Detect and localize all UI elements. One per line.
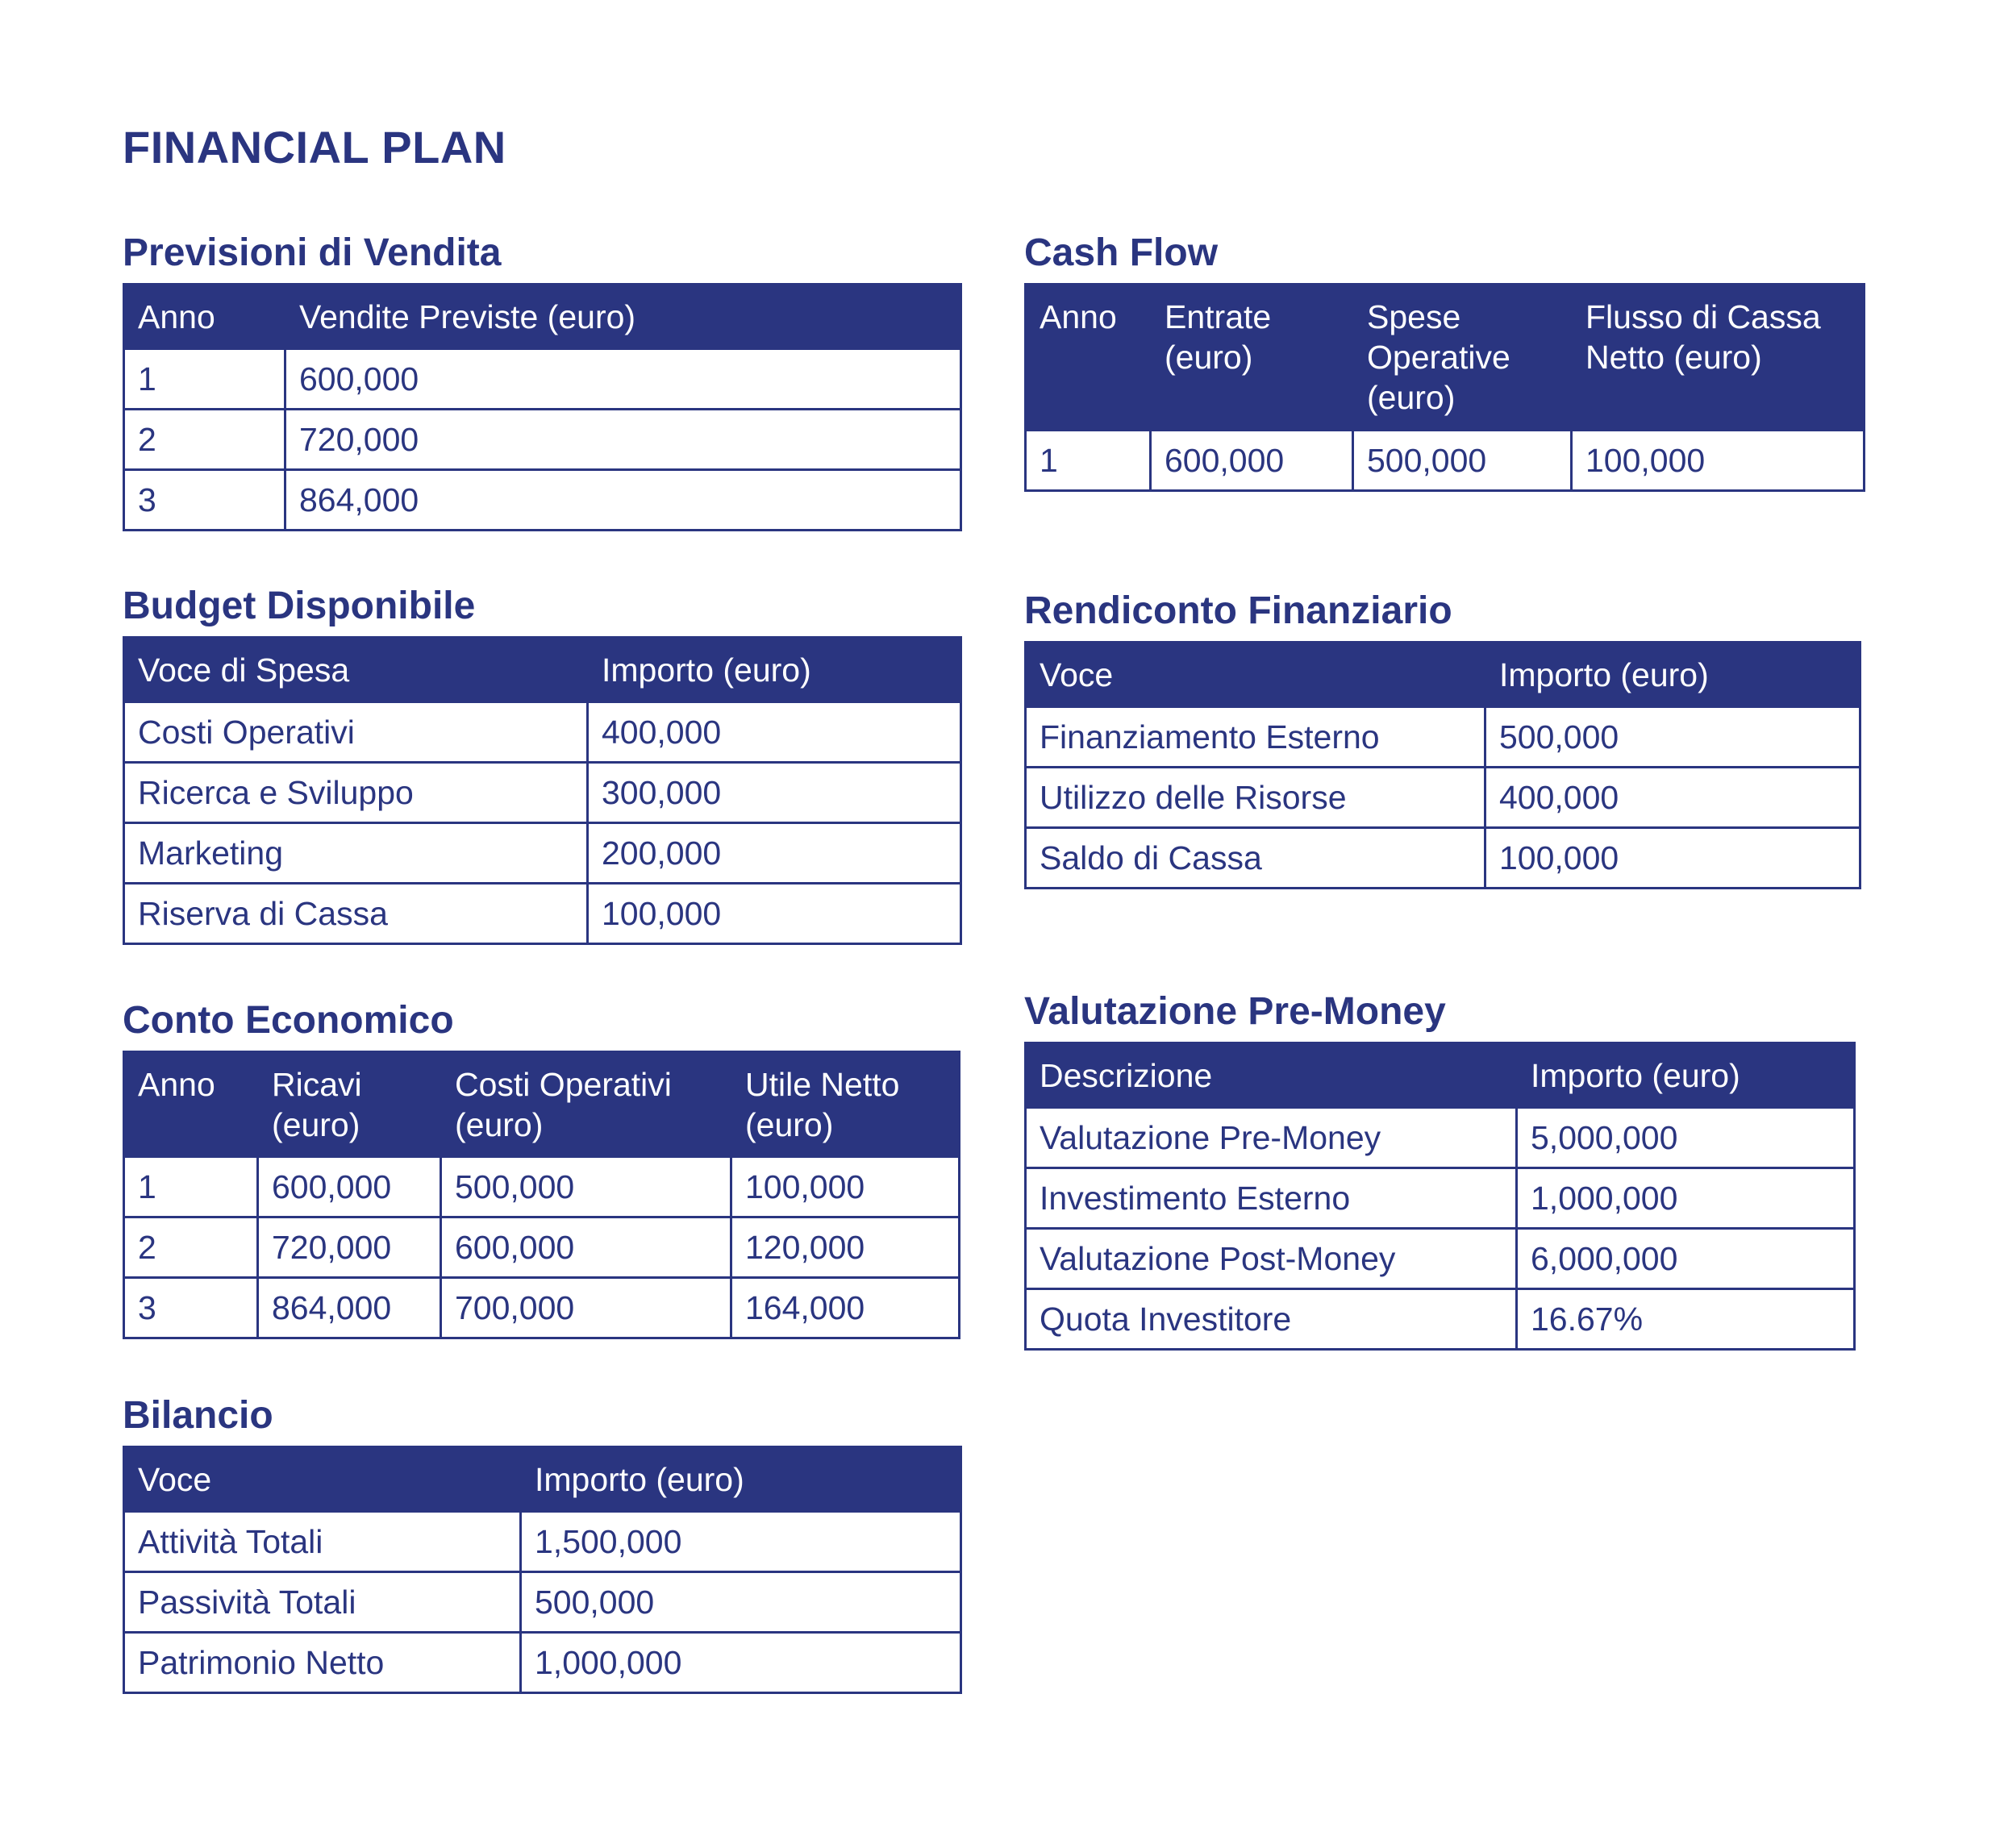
column-header: Voce xyxy=(124,1446,521,1511)
table-cell: Utilizzo delle Risorse xyxy=(1026,767,1485,827)
table-cell: 100,000 xyxy=(588,883,961,943)
column-header: Anno xyxy=(124,284,285,348)
column-header: Anno xyxy=(1026,284,1151,430)
table-cell: Quota Investitore xyxy=(1026,1288,1517,1349)
valuation-section xyxy=(1024,991,1856,1351)
table-cell: 400,000 xyxy=(1485,767,1860,827)
table-row xyxy=(124,469,961,530)
table-cell: 700,000 xyxy=(441,1277,731,1338)
table-row xyxy=(124,822,961,883)
balance-sheet-section xyxy=(123,1395,962,1694)
table-cell: Costi Operativi xyxy=(124,701,588,762)
table-row xyxy=(124,1511,961,1571)
table-cell: 1,000,000 xyxy=(521,1632,961,1692)
column-header: Descrizione xyxy=(1026,1043,1517,1107)
table-cell: 200,000 xyxy=(588,822,961,883)
table-row xyxy=(1026,1288,1855,1349)
table-row xyxy=(1026,1167,1855,1228)
table-cell: Marketing xyxy=(124,822,588,883)
balance-sheet-table xyxy=(123,1446,962,1694)
table-row xyxy=(1026,827,1860,888)
table-cell: 6,000,000 xyxy=(1517,1228,1855,1288)
table-cell: Attività Totali xyxy=(124,1511,521,1571)
table-cell: 500,000 xyxy=(1485,706,1860,767)
table-cell: 5,000,000 xyxy=(1517,1107,1855,1167)
table-cell: Saldo di Cassa xyxy=(1026,827,1485,888)
table-cell: 864,000 xyxy=(285,469,961,530)
table-row xyxy=(124,762,961,822)
table-row xyxy=(124,1571,961,1632)
column-header: Anno xyxy=(124,1051,258,1156)
budget-title: Budget Disponibile xyxy=(123,585,476,627)
table-cell: 500,000 xyxy=(441,1156,731,1217)
table-cell: 864,000 xyxy=(258,1277,441,1338)
table-cell: Valutazione Post-Money xyxy=(1026,1228,1517,1288)
table-cell: 3 xyxy=(124,1277,258,1338)
table-cell: Valutazione Pre-Money xyxy=(1026,1107,1517,1167)
table-row xyxy=(124,409,961,469)
table-cell: 400,000 xyxy=(588,701,961,762)
sales-forecast-section xyxy=(123,232,962,531)
table-cell: 500,000 xyxy=(1353,430,1572,490)
table-cell: 2 xyxy=(124,409,285,469)
table-cell: 164,000 xyxy=(731,1277,960,1338)
table-cell: 1 xyxy=(124,348,285,409)
page-title: FINANCIAL PLAN xyxy=(123,122,506,173)
table-cell: Passività Totali xyxy=(124,1571,521,1632)
table-row xyxy=(124,1217,960,1277)
table-cell: 100,000 xyxy=(1485,827,1860,888)
column-header: Vendite Previste (euro) xyxy=(285,284,961,348)
cash-flow-section xyxy=(1024,232,1865,492)
table-cell: 120,000 xyxy=(731,1217,960,1277)
sales-forecast-table xyxy=(123,283,962,531)
cash-flow-title: Cash Flow xyxy=(1024,231,1219,274)
table-cell: 720,000 xyxy=(258,1217,441,1277)
income-statement-table xyxy=(123,1051,960,1339)
balance-sheet-title: Bilancio xyxy=(123,1394,273,1437)
column-header: Spese Operative (euro) xyxy=(1353,284,1572,430)
table-cell: 1 xyxy=(1026,430,1151,490)
table-cell: Investimento Esterno xyxy=(1026,1167,1517,1228)
table-cell: 3 xyxy=(124,469,285,530)
valuation-table xyxy=(1024,1042,1856,1351)
table-cell: 600,000 xyxy=(285,348,961,409)
column-header: Importo (euro) xyxy=(588,637,961,701)
table-row xyxy=(1026,767,1860,827)
table-cell: Riserva di Cassa xyxy=(124,883,588,943)
budget-table xyxy=(123,636,962,945)
table-cell: 600,000 xyxy=(1151,430,1353,490)
table-cell: 1,500,000 xyxy=(521,1511,961,1571)
table-row xyxy=(1026,430,1865,490)
column-header: Ricavi (euro) xyxy=(258,1051,441,1156)
table-row xyxy=(124,1156,960,1217)
table-cell: 300,000 xyxy=(588,762,961,822)
financial-statement-table xyxy=(1024,641,1861,889)
table-cell: 100,000 xyxy=(731,1156,960,1217)
table-row xyxy=(124,883,961,943)
table-row xyxy=(124,1632,961,1692)
table-row xyxy=(124,701,961,762)
table-cell: 720,000 xyxy=(285,409,961,469)
column-header: Utile Netto (euro) xyxy=(731,1051,960,1156)
table-cell: 100,000 xyxy=(1572,430,1865,490)
table-row xyxy=(124,348,961,409)
financial-statement-section xyxy=(1024,590,1861,889)
table-cell: 500,000 xyxy=(521,1571,961,1632)
table-cell: 2 xyxy=(124,1217,258,1277)
table-cell: 1,000,000 xyxy=(1517,1167,1855,1228)
table-cell: Ricerca e Sviluppo xyxy=(124,762,588,822)
financial-statement-title: Rendiconto Finanziario xyxy=(1024,589,1452,632)
column-header: Entrate (euro) xyxy=(1151,284,1353,430)
income-statement-title: Conto Economico xyxy=(123,999,454,1042)
column-header: Voce di Spesa xyxy=(124,637,588,701)
column-header: Importo (euro) xyxy=(521,1446,961,1511)
budget-section xyxy=(123,585,962,945)
column-header: Flusso di Cassa Netto (euro) xyxy=(1572,284,1865,430)
table-cell: 1 xyxy=(124,1156,258,1217)
valuation-title: Valutazione Pre-Money xyxy=(1024,990,1446,1033)
column-header: Importo (euro) xyxy=(1517,1043,1855,1107)
table-cell: 600,000 xyxy=(258,1156,441,1217)
table-cell: Finanziamento Esterno xyxy=(1026,706,1485,767)
table-row xyxy=(1026,706,1860,767)
table-cell: Patrimonio Netto xyxy=(124,1632,521,1692)
cash-flow-table xyxy=(1024,283,1865,492)
table-row xyxy=(1026,1228,1855,1288)
sales-forecast-title: Previsioni di Vendita xyxy=(123,231,502,274)
column-header: Costi Operativi (euro) xyxy=(441,1051,731,1156)
column-header: Voce xyxy=(1026,642,1485,706)
table-cell: 16.67% xyxy=(1517,1288,1855,1349)
table-row xyxy=(1026,1107,1855,1167)
table-row xyxy=(124,1277,960,1338)
column-header: Importo (euro) xyxy=(1485,642,1860,706)
table-cell: 600,000 xyxy=(441,1217,731,1277)
income-statement-section xyxy=(123,1000,960,1339)
